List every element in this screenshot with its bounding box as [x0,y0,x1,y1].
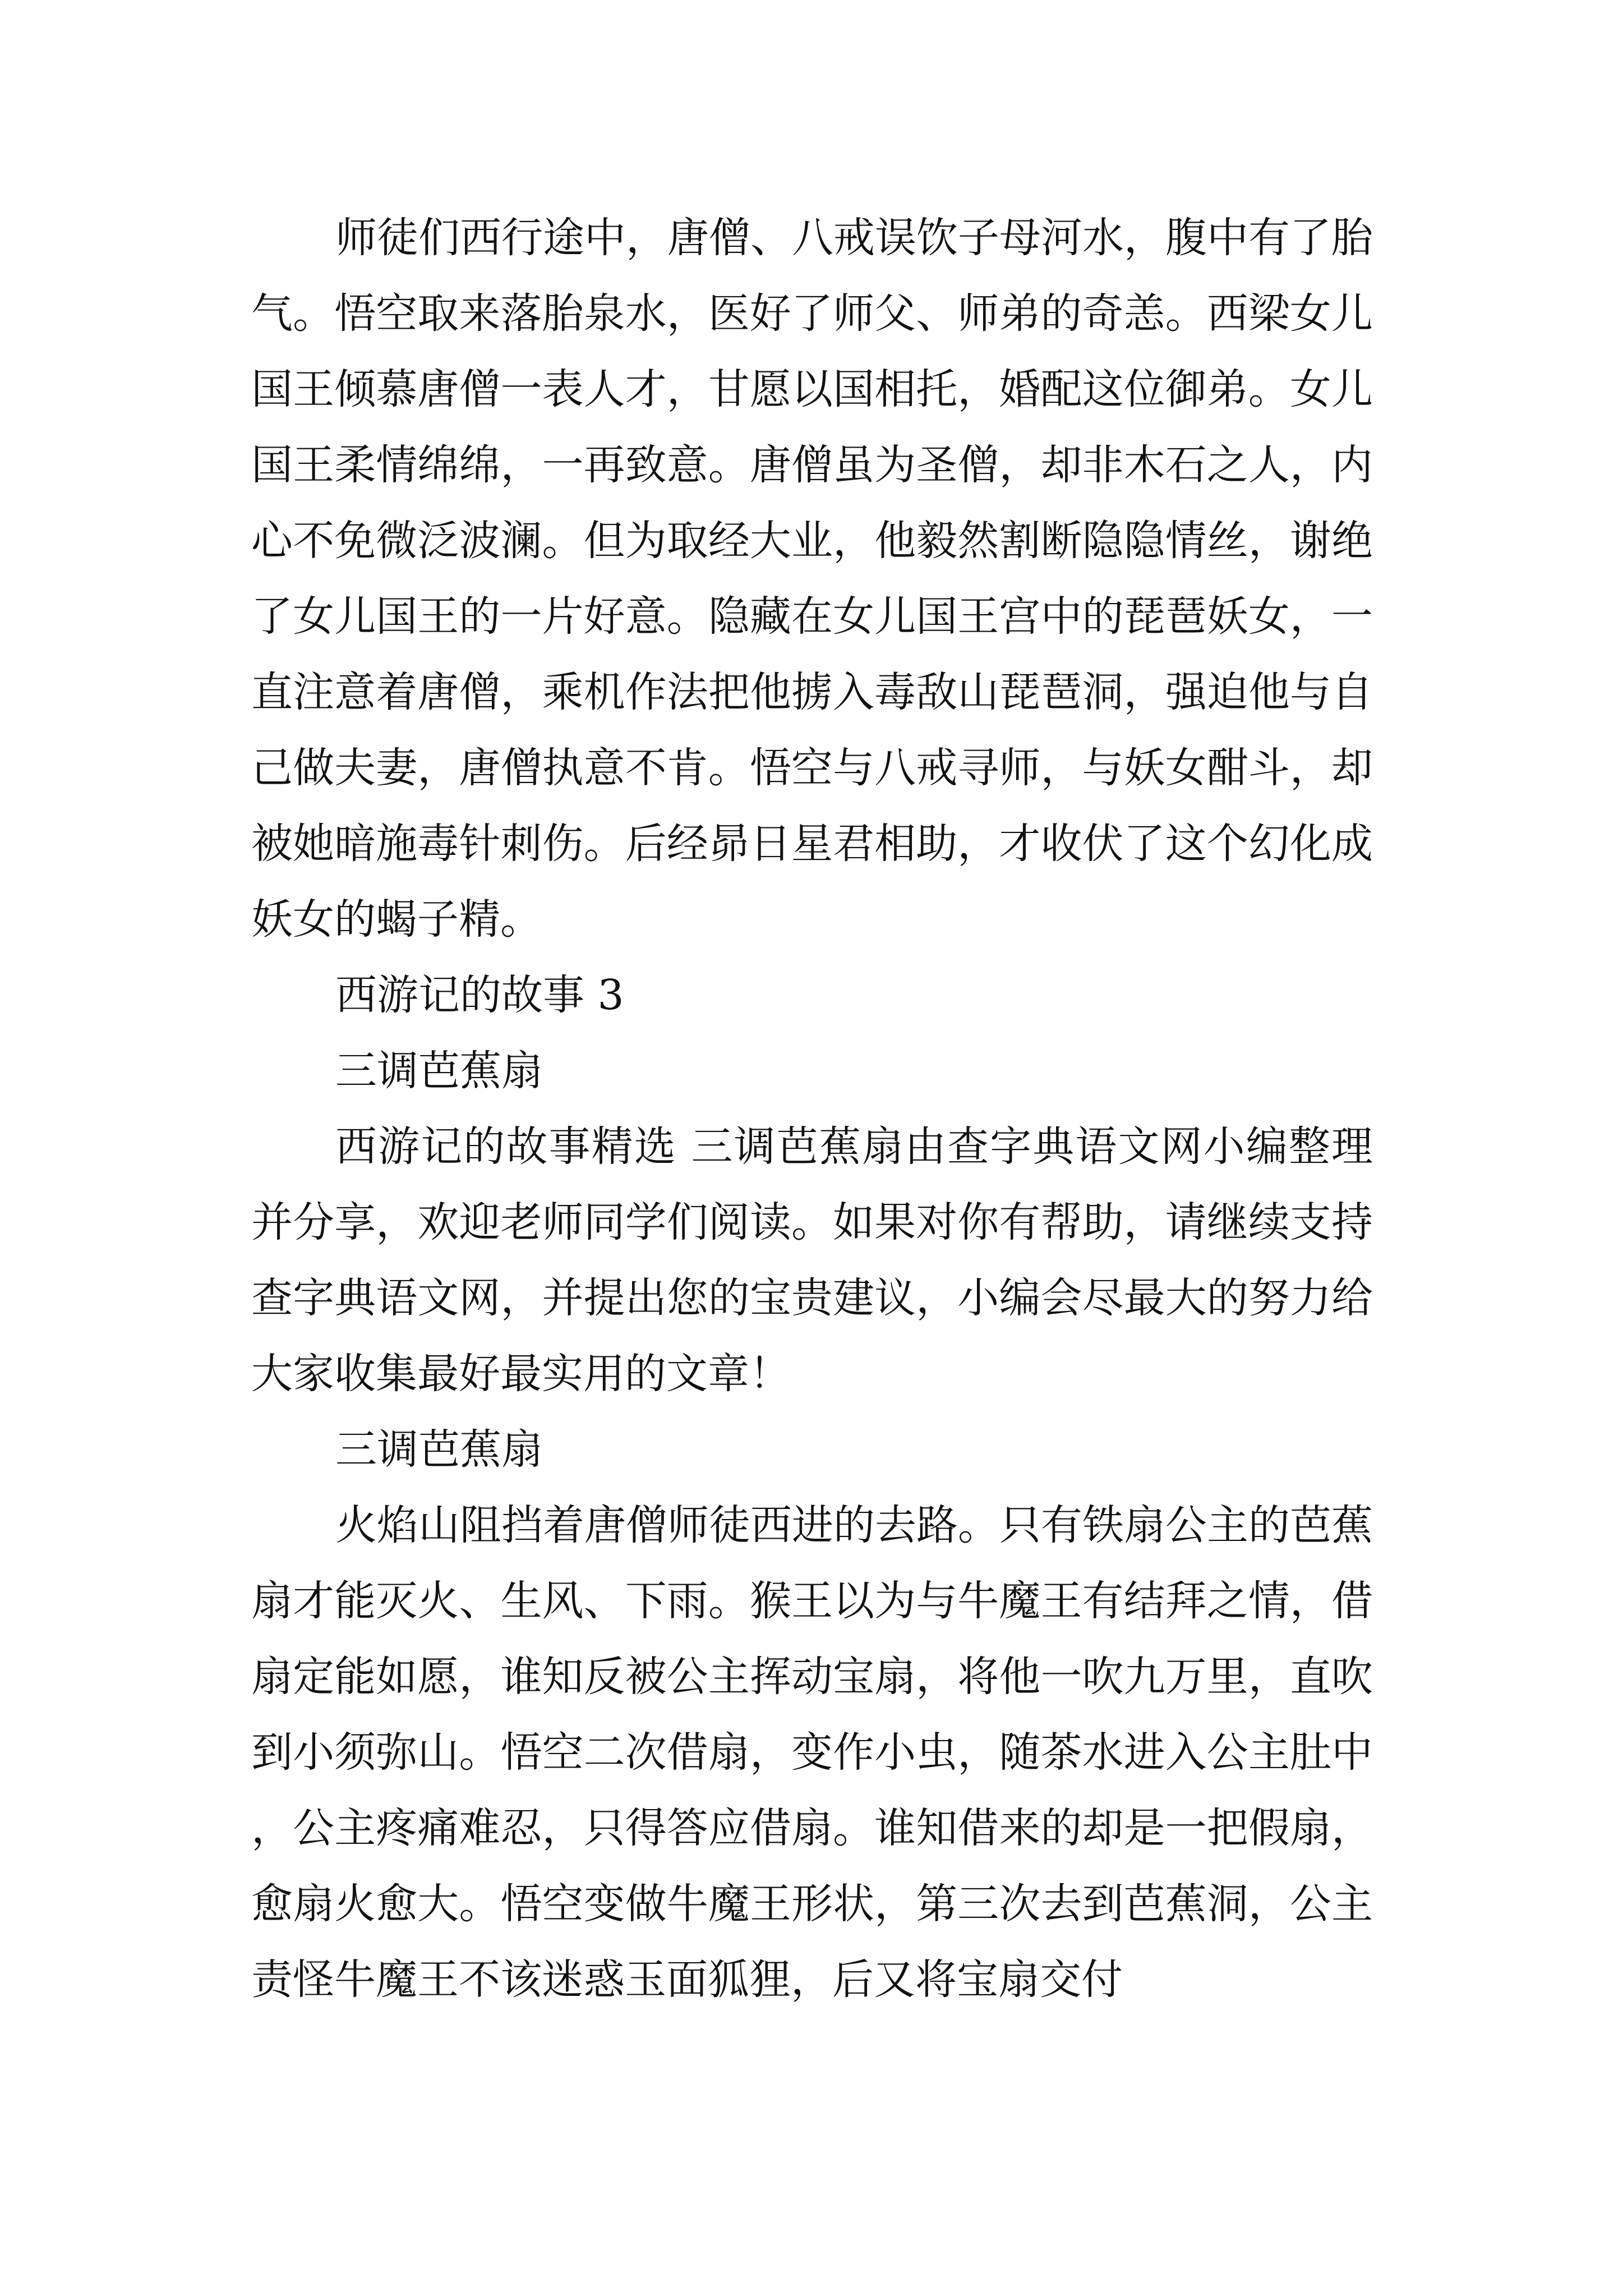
section-title-story-3: 西游记的故事 3 [335,971,624,1019]
paragraph-flaming-mountain: 火焰山阻挡着唐僧师徒西进的去路。只有铁扇公主的芭蕉扇才能灭火、生风、下雨。猴王以为与牛魔王有结拜之情，借扇定能如愿，谁知反被公主挥动宝扇，将他一吹九万里，直吹到小须弥山。悟空二次借扇，变作小虫，随茶水进入公主肚中，公主疼痛难忍，只得答应借扇。谁知借来的却是一把假扇，愈扇火愈大。悟空变做牛魔王形状，第三次去到芭蕉洞，公主责怪牛魔王不该迷惑玉面狐狸，后又将宝扇交付 [251,1501,1373,2004]
paragraph-editor-note: 西游记的故事精选 三调芭蕉扇由查字典语文网小编整理并分享，欢迎老师同学们阅读。如果对你有帮助，请继续支持查字典语文网，并提出您的宝贵建议，小编会尽最大的努力给大家收集最好最实用的文章！ [251,1122,1373,1398]
story-title-banana-fan: 三调芭蕉扇 [335,1047,543,1095]
paragraph-women-kingdom: 师徒们西行途中，唐僧、八戒误饮子母河水，腹中有了胎气。悟空取来落胎泉水，医好了师父、师弟的奇恙。西梁女儿国王倾慕唐僧一表人才，甘愿以国相托，婚配这位御弟。女儿国王柔情绵绵，一再致意。唐僧虽为圣僧，却非木石之人，内心不免微泛波澜。但为取经大业，他毅然割断隐隐情丝，谢绝了女儿国王的一片好意。隐藏在女儿国王宫中的琵琶妖女，一直注意着唐僧，乘机作法把他掳入毒敌山琵琶洞，强迫他与自己做夫妻，唐僧执意不肯。悟空与八戒寻师，与妖女酣斗，却被她暗施毒针刺伤。后经昴日星君相助，才收伏了这个幻化成妖女的蝎子精。 [251,214,1373,944]
document-body [251,200,1373,2018]
story-subtitle-banana-fan: 三调芭蕉扇 [335,1425,543,1474]
